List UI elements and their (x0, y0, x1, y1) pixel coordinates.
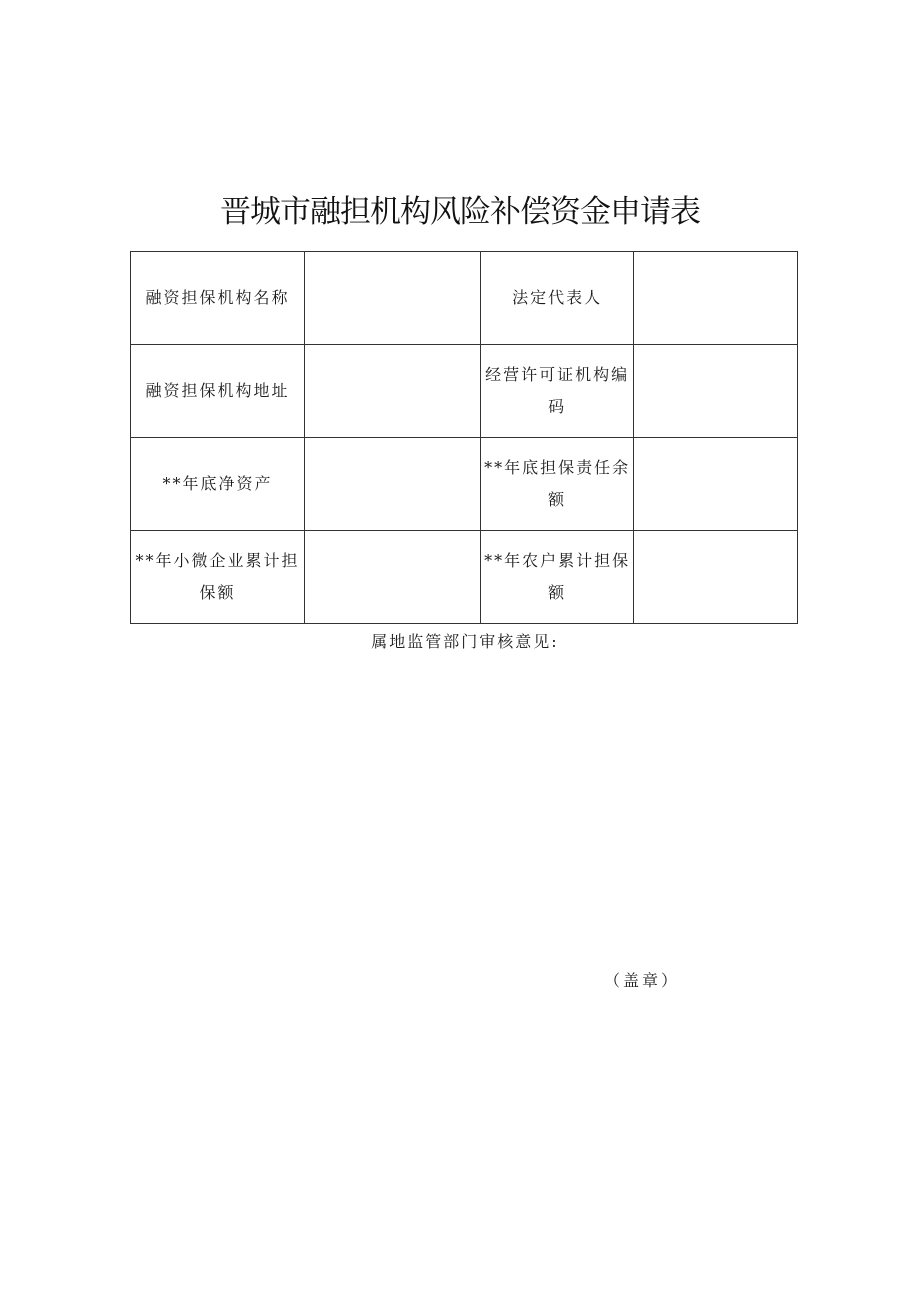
value-institution-name[interactable] (304, 252, 480, 345)
label-guarantee-balance: **年底担保责任余额 (480, 438, 633, 531)
value-institution-address[interactable] (304, 345, 480, 438)
table-row-net-assets (131, 438, 798, 531)
label-farmer-guarantee: **年农户累计担保额 (480, 531, 633, 624)
value-guarantee-balance[interactable] (634, 438, 798, 531)
label-legal-representative: 法定代表人 (480, 252, 633, 345)
label-small-micro-guarantee: **年小微企业累计担保额 (131, 531, 305, 624)
value-farmer-guarantee[interactable] (634, 531, 798, 624)
review-opinion-label: 属地监管部门审核意见: (371, 632, 559, 651)
value-net-assets[interactable] (304, 438, 480, 531)
application-table (130, 251, 798, 624)
table-row-institution-address (131, 345, 798, 438)
label-net-assets: **年底净资产 (131, 438, 305, 531)
table-row-institution-name (131, 252, 798, 345)
label-institution-address: 融资担保机构地址 (131, 345, 305, 438)
label-license-code: 经营许可证机构编码 (480, 345, 633, 438)
table-row-cumulative-guarantee (131, 531, 798, 624)
label-institution-name: 融资担保机构名称 (131, 252, 305, 345)
value-small-micro-guarantee[interactable] (304, 531, 480, 624)
value-license-code[interactable] (634, 345, 798, 438)
value-legal-representative[interactable] (634, 252, 798, 345)
seal-label: （盖章） (604, 971, 681, 990)
page-title: 晋城市融担机构风险补偿资金申请表 (220, 194, 700, 230)
